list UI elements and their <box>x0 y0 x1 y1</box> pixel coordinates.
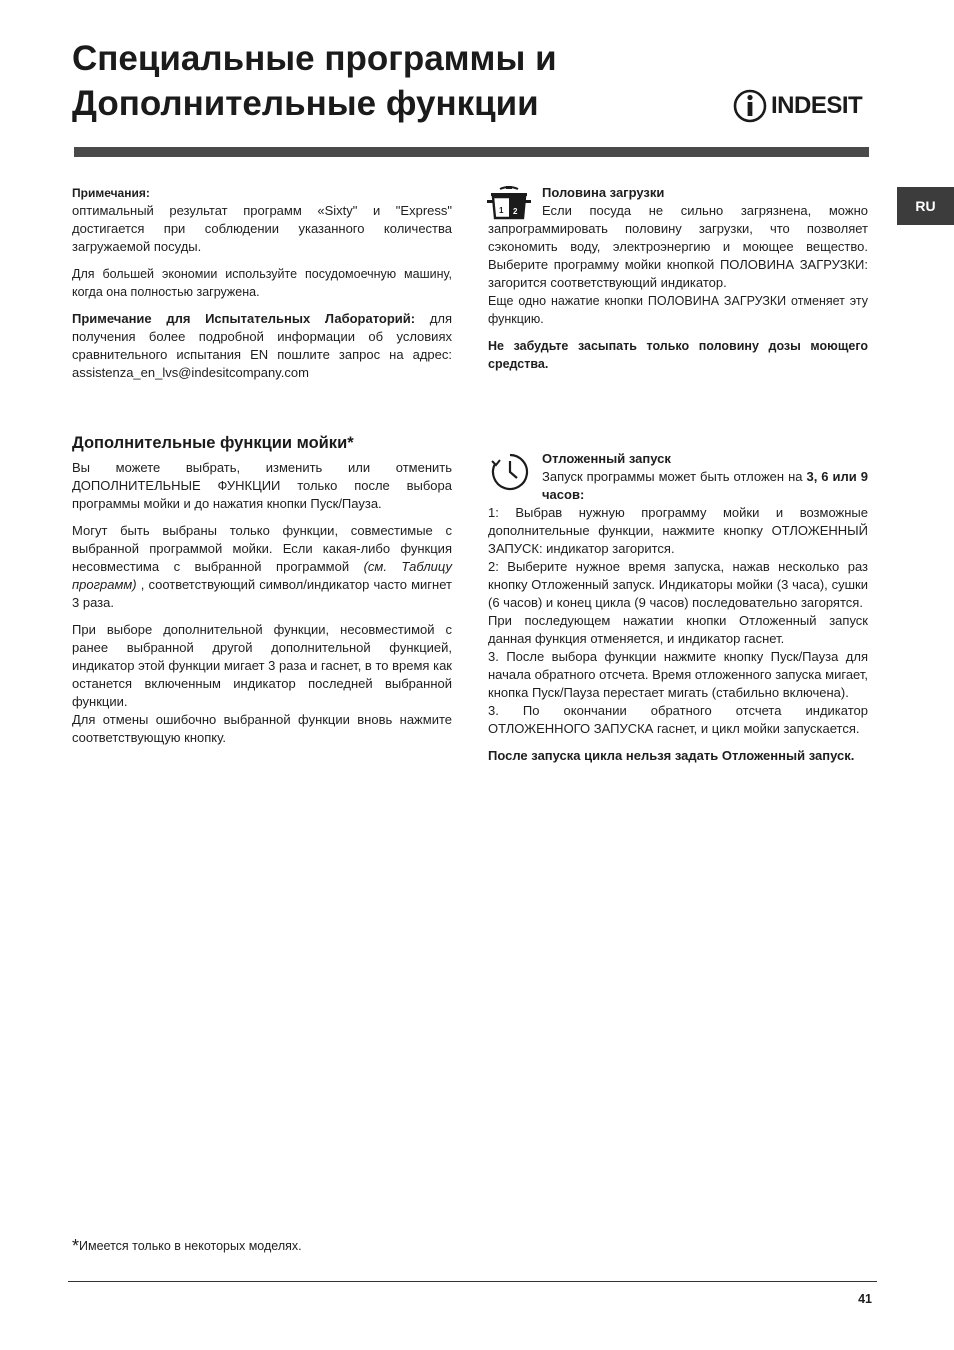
section-paragraph-1: Вы можете выбрать, изменить или отменить ДОПОЛНИТЕЛЬНЫЕ ФУНКЦИИ только после выбора программы мойки и до нажатия кнопки Пуск/Пауза. <box>72 460 452 511</box>
delayed-start-step-1: 1: Выбрав нужную программу мойки и возможные дополнительные функции, нажмите кнопку ОТЛОЖЕННЫЙ ЗАПУСК: индикатор загорится. <box>488 505 868 556</box>
section-heading: Дополнительные функции мойки* <box>72 434 354 452</box>
delayed-start-warning: После запуска цикла нельзя задать Отложенный запуск. <box>488 748 855 763</box>
delayed-start-step-4: 3. По окончании обратного отсчета индикатор ОТЛОЖЕННОГО ЗАПУСКА гаснет, и цикл мойки запускается. <box>488 703 868 736</box>
delayed-start-intro-text: Запуск программы может быть отложен на <box>542 469 807 484</box>
half-load-paragraph-2: Еще одно нажатие кнопки ПОЛОВИНА ЗАГРУЗКИ отменяет эту функцию. <box>488 294 868 326</box>
program-table-reference: (см. Таблицу программ) <box>72 559 452 592</box>
svg-text:2: 2 <box>513 207 518 216</box>
lab-note <box>72 310 452 382</box>
section-paragraph-3: При выборе дополнительной функции, несовместимой с ранее выбранной другой дополнительной функцией, индикатор этой функции мигает 3 раза и гаснет, в то время как останется включенным индикатор последней выбранной функции. <box>72 622 452 709</box>
section-paragraph-4: Для отмены ошибочно выбранной функции вновь нажмите соответствующую кнопку. <box>72 712 452 745</box>
half-load-warning: Не забудьте засыпать только половину дозы моющего средства. <box>488 339 868 371</box>
brand-logo <box>733 88 862 124</box>
delayed-start-section <box>488 450 868 765</box>
footnote-star: * <box>72 1236 80 1256</box>
footnote-text: Имеется только в некоторых моделях. <box>79 1239 302 1253</box>
page-number: 41 <box>858 1292 872 1306</box>
delayed-start-intro <box>488 468 868 504</box>
notes-paragraph-1: оптимальный результат программ «Sixty" и "Express" достигается при соблюдении указанного количества загружаемой посуды. <box>72 203 452 254</box>
delayed-start-hours: 3, 6 или 9 часов: <box>542 469 868 502</box>
language-tab: RU <box>897 187 954 225</box>
delayed-start-title: Отложенный запуск <box>542 451 671 466</box>
footnote <box>72 1237 302 1255</box>
header-divider-bar <box>74 147 869 157</box>
delayed-start-step-3: 3. После выбора функции нажмите кнопку Пуск/Пауза для начала обратного отсчета. Время отложенного запуска мигает, кнопка Пуск/Пауза перестает мигать (стабильно включена). <box>488 649 868 700</box>
notes-paragraph-2: Для большей экономии используйте посудомоечную машину, когда она полностью загружена. <box>72 267 452 299</box>
lab-note-label: Примечание для Испытательных Лабораторий: <box>72 311 416 326</box>
left-column <box>72 184 452 747</box>
svg-text:1: 1 <box>499 206 504 215</box>
footer-divider <box>68 1281 877 1282</box>
section-paragraph-2-end: , соответствующий символ/индикатор часто мигнет 3 раза. <box>72 577 452 610</box>
delayed-start-step-2b: При последующем нажатии кнопки Отложенный запуск данная функция отменяется, и индикатор гаснет. <box>488 613 868 646</box>
indesit-logo-icon <box>733 88 767 124</box>
page-title <box>72 36 557 126</box>
half-load-paragraph-1: Если посуда не сильно загрязнена, можно запрограммировать половину загрузки, что позволяет сэкономить воду, электроэнергию и моющее вещество. Выберите программу мойки кнопкой ПОЛОВИНА ЗАГРУЗКИ: загорится соответствующий индикатор. <box>488 203 868 290</box>
title-line-2: Дополнительные функции <box>72 84 539 123</box>
half-load-section <box>488 184 868 373</box>
brand-name: INDESIT <box>771 92 863 119</box>
section-paragraph-2-start: Могут быть выбраны только функции, совместимые с выбранной программой мойки. Если какая-либо функция несовместима с выбранной программой <box>72 523 452 574</box>
section-paragraph-2 <box>72 522 452 612</box>
title-line-1: Специальные программы и <box>72 39 557 78</box>
lab-note-text: для получения более подробной информации об условиях сравнительного испытания EN пошлите запрос на адрес: assistenza_en_lvs@indesitcompany.com <box>72 311 452 380</box>
notes-heading: Примечания: <box>72 186 150 200</box>
half-load-title: Половина загрузки <box>542 185 665 200</box>
delayed-start-step-2: 2: Выберите нужное время запуска, нажав несколько раз кнопку Отложенный запуск. Индикаторы мойки (3 часа), сушки (6 часов) и конец цикла (9 часов) последовательно загорятся. <box>488 559 868 610</box>
